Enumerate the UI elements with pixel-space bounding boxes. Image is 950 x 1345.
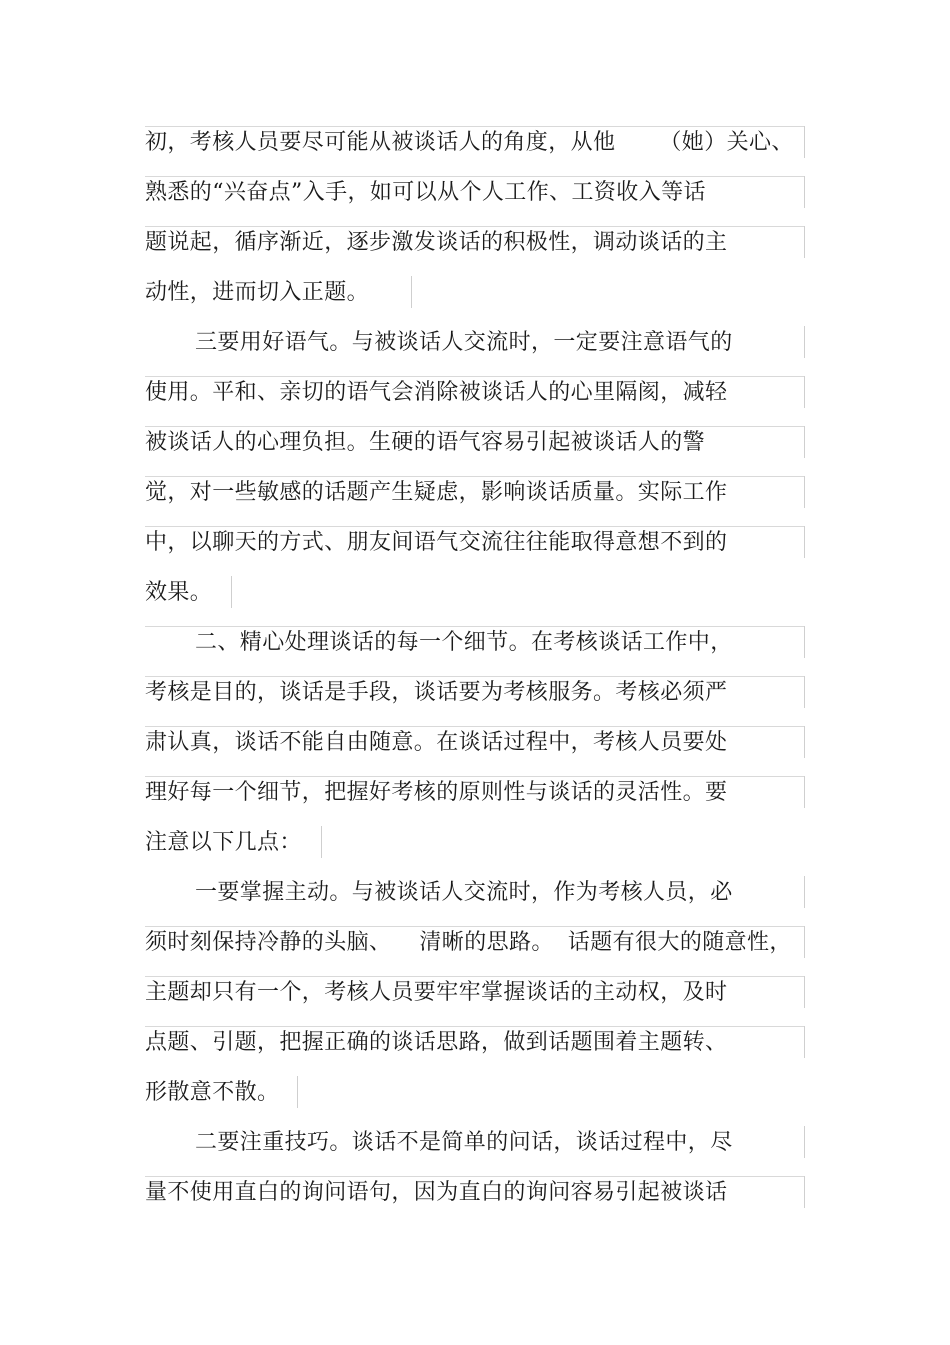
text-segment: 初，考核人员要尽可能从被谈话人的角度，从他: [145, 130, 616, 155]
line-edge-bar: [297, 1076, 298, 1108]
line-edge-bar: [804, 726, 805, 758]
line-edge-bar: [804, 326, 805, 358]
line-rule: [145, 126, 805, 127]
text-segment: 量不使用直白的询问语句，因为直白的询问容易引起被谈话: [145, 1180, 728, 1205]
text-segment: 理好每一个细节，把握好考核的原则性与谈话的灵活性。要: [145, 780, 728, 805]
line-rule: [145, 676, 805, 677]
text-segment: 二要注重技巧。谈话不是简单的问话，谈话过程中，尽: [195, 1130, 733, 1155]
line-edge-bar: [804, 1126, 805, 1158]
line-edge-bar: [231, 576, 232, 608]
line-rule: [145, 976, 805, 977]
line-edge-bar: [804, 376, 805, 408]
text-line: [145, 226, 805, 276]
line-edge-bar: [411, 276, 412, 308]
text-segment: 形散意不散。: [145, 1080, 280, 1105]
text-line: [145, 1176, 805, 1226]
line-rule: [145, 726, 805, 727]
line-edge-bar: [804, 976, 805, 1008]
line-rule: [145, 226, 805, 227]
line-edge-bar: [804, 876, 805, 908]
text-line: [145, 476, 805, 526]
line-edge-bar: [804, 176, 805, 208]
line-edge-bar: [804, 776, 805, 808]
text-line: [145, 1126, 805, 1176]
text-line: [145, 126, 805, 176]
text-line: [145, 426, 805, 476]
line-rule: [145, 1026, 805, 1027]
text-line: [145, 176, 805, 226]
text-line: [145, 276, 805, 326]
text-segment: 一要掌握主动。与被谈话人交流时，作为考核人员，必: [195, 880, 733, 905]
line-rule: [145, 776, 805, 777]
text-line: [145, 1076, 805, 1126]
text-line: [145, 526, 805, 576]
text-segment: 清晰的思路。: [419, 930, 554, 955]
text-line: [145, 676, 805, 726]
text-segment: 中，以聊天的方式、朋友间语气交流往往能取得意想不到的: [145, 530, 728, 555]
line-rule: [145, 926, 805, 927]
text-line: [145, 1026, 805, 1076]
line-rule: [145, 1176, 805, 1177]
line-edge-bar: [804, 226, 805, 258]
line-edge-bar: [804, 926, 805, 958]
line-edge-bar: [804, 676, 805, 708]
text-segment: 考核是目的，谈话是手段，谈话要为考核服务。考核必须严: [145, 680, 728, 705]
line-edge-bar: [804, 126, 805, 158]
text-segment: 主题却只有一个，考核人员要牢牢掌握谈话的主动权，及时: [145, 980, 728, 1005]
text-line: [145, 376, 805, 426]
line-edge-bar: [804, 426, 805, 458]
text-line: [145, 776, 805, 826]
line-edge-bar: [804, 526, 805, 558]
text-line: [145, 876, 805, 926]
text-segment: 效果。: [145, 580, 213, 605]
text-segment: 动性，进而切入正题。: [145, 280, 370, 305]
line-rule: [145, 526, 805, 527]
text-segment: 注意以下几点：: [145, 830, 302, 855]
text-segment: 觉，对一些敏感的话题产生疑虑，影响谈话质量。实际工作: [145, 480, 728, 505]
text-segment: 被谈话人的心理负担。生硬的语气容易引起被谈话人的警: [145, 430, 706, 455]
line-edge-bar: [804, 626, 805, 658]
text-segment: 话题有很大的随意性，: [567, 930, 792, 955]
line-edge-bar: [804, 1026, 805, 1058]
line-edge-bar: [804, 476, 805, 508]
text-segment: 熟悉的“兴奋点”入手，如可以从个人工作、工资收入等话: [145, 180, 706, 205]
text-line: [145, 326, 805, 376]
line-edge-bar: [804, 1176, 805, 1208]
text-line: [145, 826, 805, 876]
text-segment: （她）关心、: [659, 130, 794, 155]
line-rule: [145, 626, 805, 627]
line-rule: [145, 176, 805, 177]
text-segment: 点题、引题，把握正确的谈话思路，做到话题围着主题转、: [145, 1030, 728, 1055]
text-segment: 二、精心处理谈话的每一个细节。在考核谈话工作中，: [195, 630, 733, 655]
line-edge-bar: [321, 826, 322, 858]
text-segment: 三要用好语气。与被谈话人交流时，一定要注意语气的: [195, 330, 733, 355]
text-line: [145, 576, 805, 626]
text-segment: 肃认真，谈话不能自由随意。在谈话过程中，考核人员要处: [145, 730, 728, 755]
text-line: [145, 976, 805, 1026]
line-rule: [145, 476, 805, 477]
text-line: [145, 926, 805, 976]
line-rule: [145, 376, 805, 377]
text-line: [145, 726, 805, 776]
text-line: [145, 626, 805, 676]
text-segment: 须时刻保持冷静的头脑、: [145, 930, 392, 955]
text-segment: 使用。平和、亲切的语气会消除被谈话人的心里隔阂，减轻: [145, 380, 728, 405]
line-rule: [145, 426, 805, 427]
text-segment: 题说起，循序渐近，逐步激发谈话的积极性，调动谈话的主: [145, 230, 728, 255]
